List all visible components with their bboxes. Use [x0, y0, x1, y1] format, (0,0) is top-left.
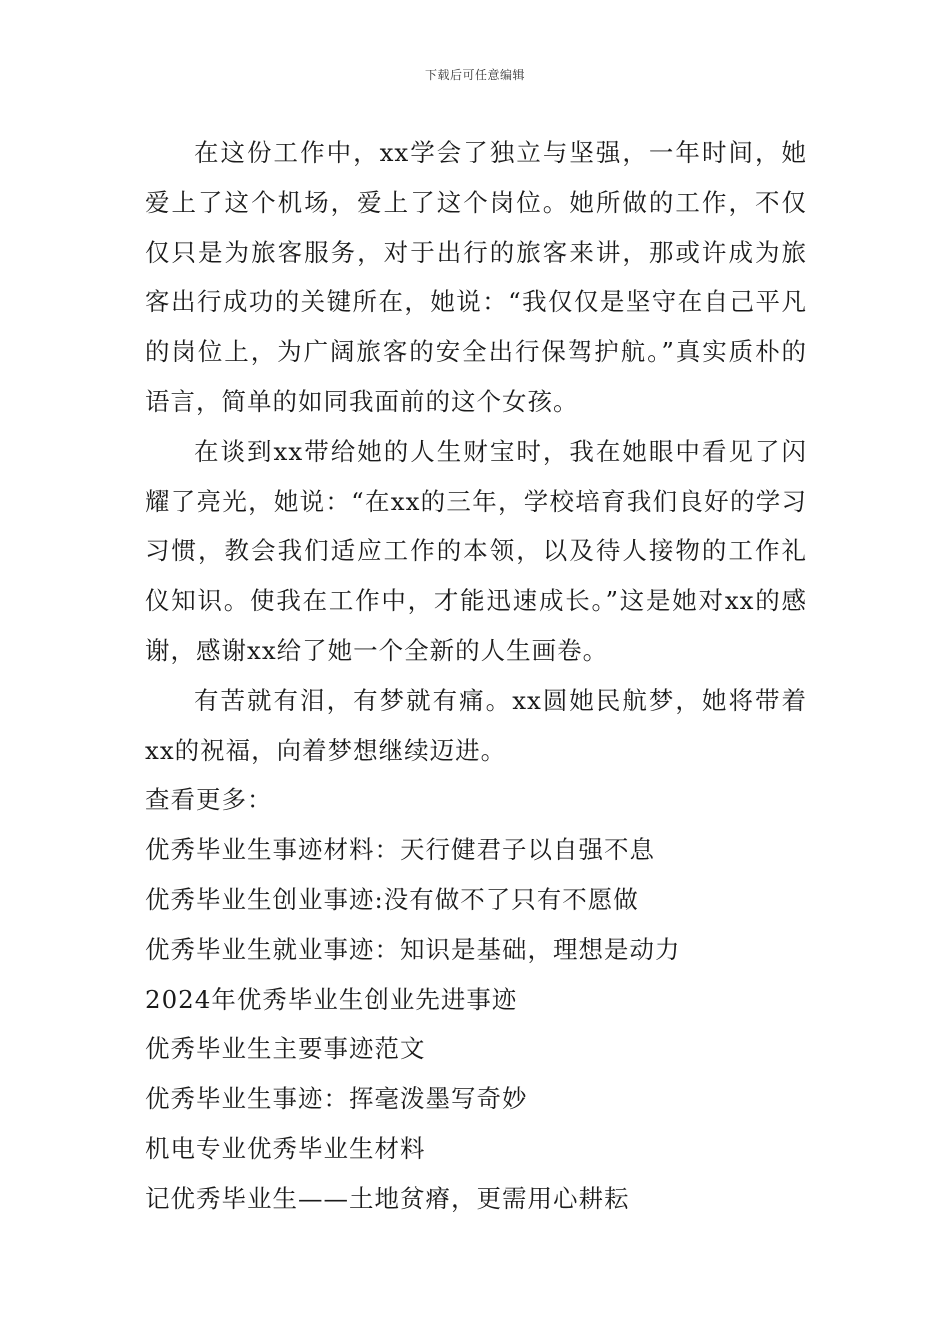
- related-links-list: [145, 825, 807, 1223]
- document-body: [145, 128, 807, 1224]
- related-link-8[interactable]: 记优秀毕业生——土地贫瘠，更需用心耕耘: [145, 1183, 630, 1213]
- related-link-4[interactable]: 2024年优秀毕业生创业先进事迹: [145, 984, 518, 1014]
- related-link-5[interactable]: 优秀毕业生主要事迹范文: [145, 1034, 426, 1064]
- related-link-3[interactable]: 优秀毕业生就业事迹：知识是基础，理想是动力: [145, 934, 681, 964]
- related-link-2[interactable]: 优秀毕业生创业事迹:没有做不了只有不愿做: [145, 884, 639, 914]
- see-more-label: 查看更多：: [145, 785, 273, 815]
- related-link-6[interactable]: 优秀毕业生事迹：挥毫泼墨写奇妙: [145, 1084, 528, 1114]
- paragraph-2: 在谈到xx带给她的人生财宝时，我在她眼中看见了闪耀了亮光，她说：“在xx的三年，学校培育我们良好的学习习惯，教会我们适应工作的本领，以及待人接物的工作礼仪知识。使我在工作中，才能迅速成长。”这是她对xx的感谢，感谢xx给了她一个全新的人生画卷。: [145, 436, 807, 665]
- paragraph-1: 在这份工作中，xx学会了独立与坚强，一年时间，她爱上了这个机场，爱上了这个岗位。她所做的工作，不仅仅只是为旅客服务，对于出行的旅客来讲，那或许成为旅客出行成功的关键所在，她说：“我仅仅是坚守在自己平凡的岗位上，为广阔旅客的安全出行保驾护航。”真实质朴的语言，简单的如同我面前的这个女孩。: [145, 138, 807, 416]
- related-link-1[interactable]: 优秀毕业生事迹材料：天行健君子以自强不息: [145, 835, 655, 865]
- related-link-7[interactable]: 机电专业优秀毕业生材料: [145, 1133, 426, 1163]
- paragraph-3: 有苦就有泪，有梦就有痛。xx圆她民航梦，她将带着xx的祝福，向着梦想继续迈进。: [145, 685, 807, 765]
- header-note: 下载后可任意编辑: [424, 68, 525, 82]
